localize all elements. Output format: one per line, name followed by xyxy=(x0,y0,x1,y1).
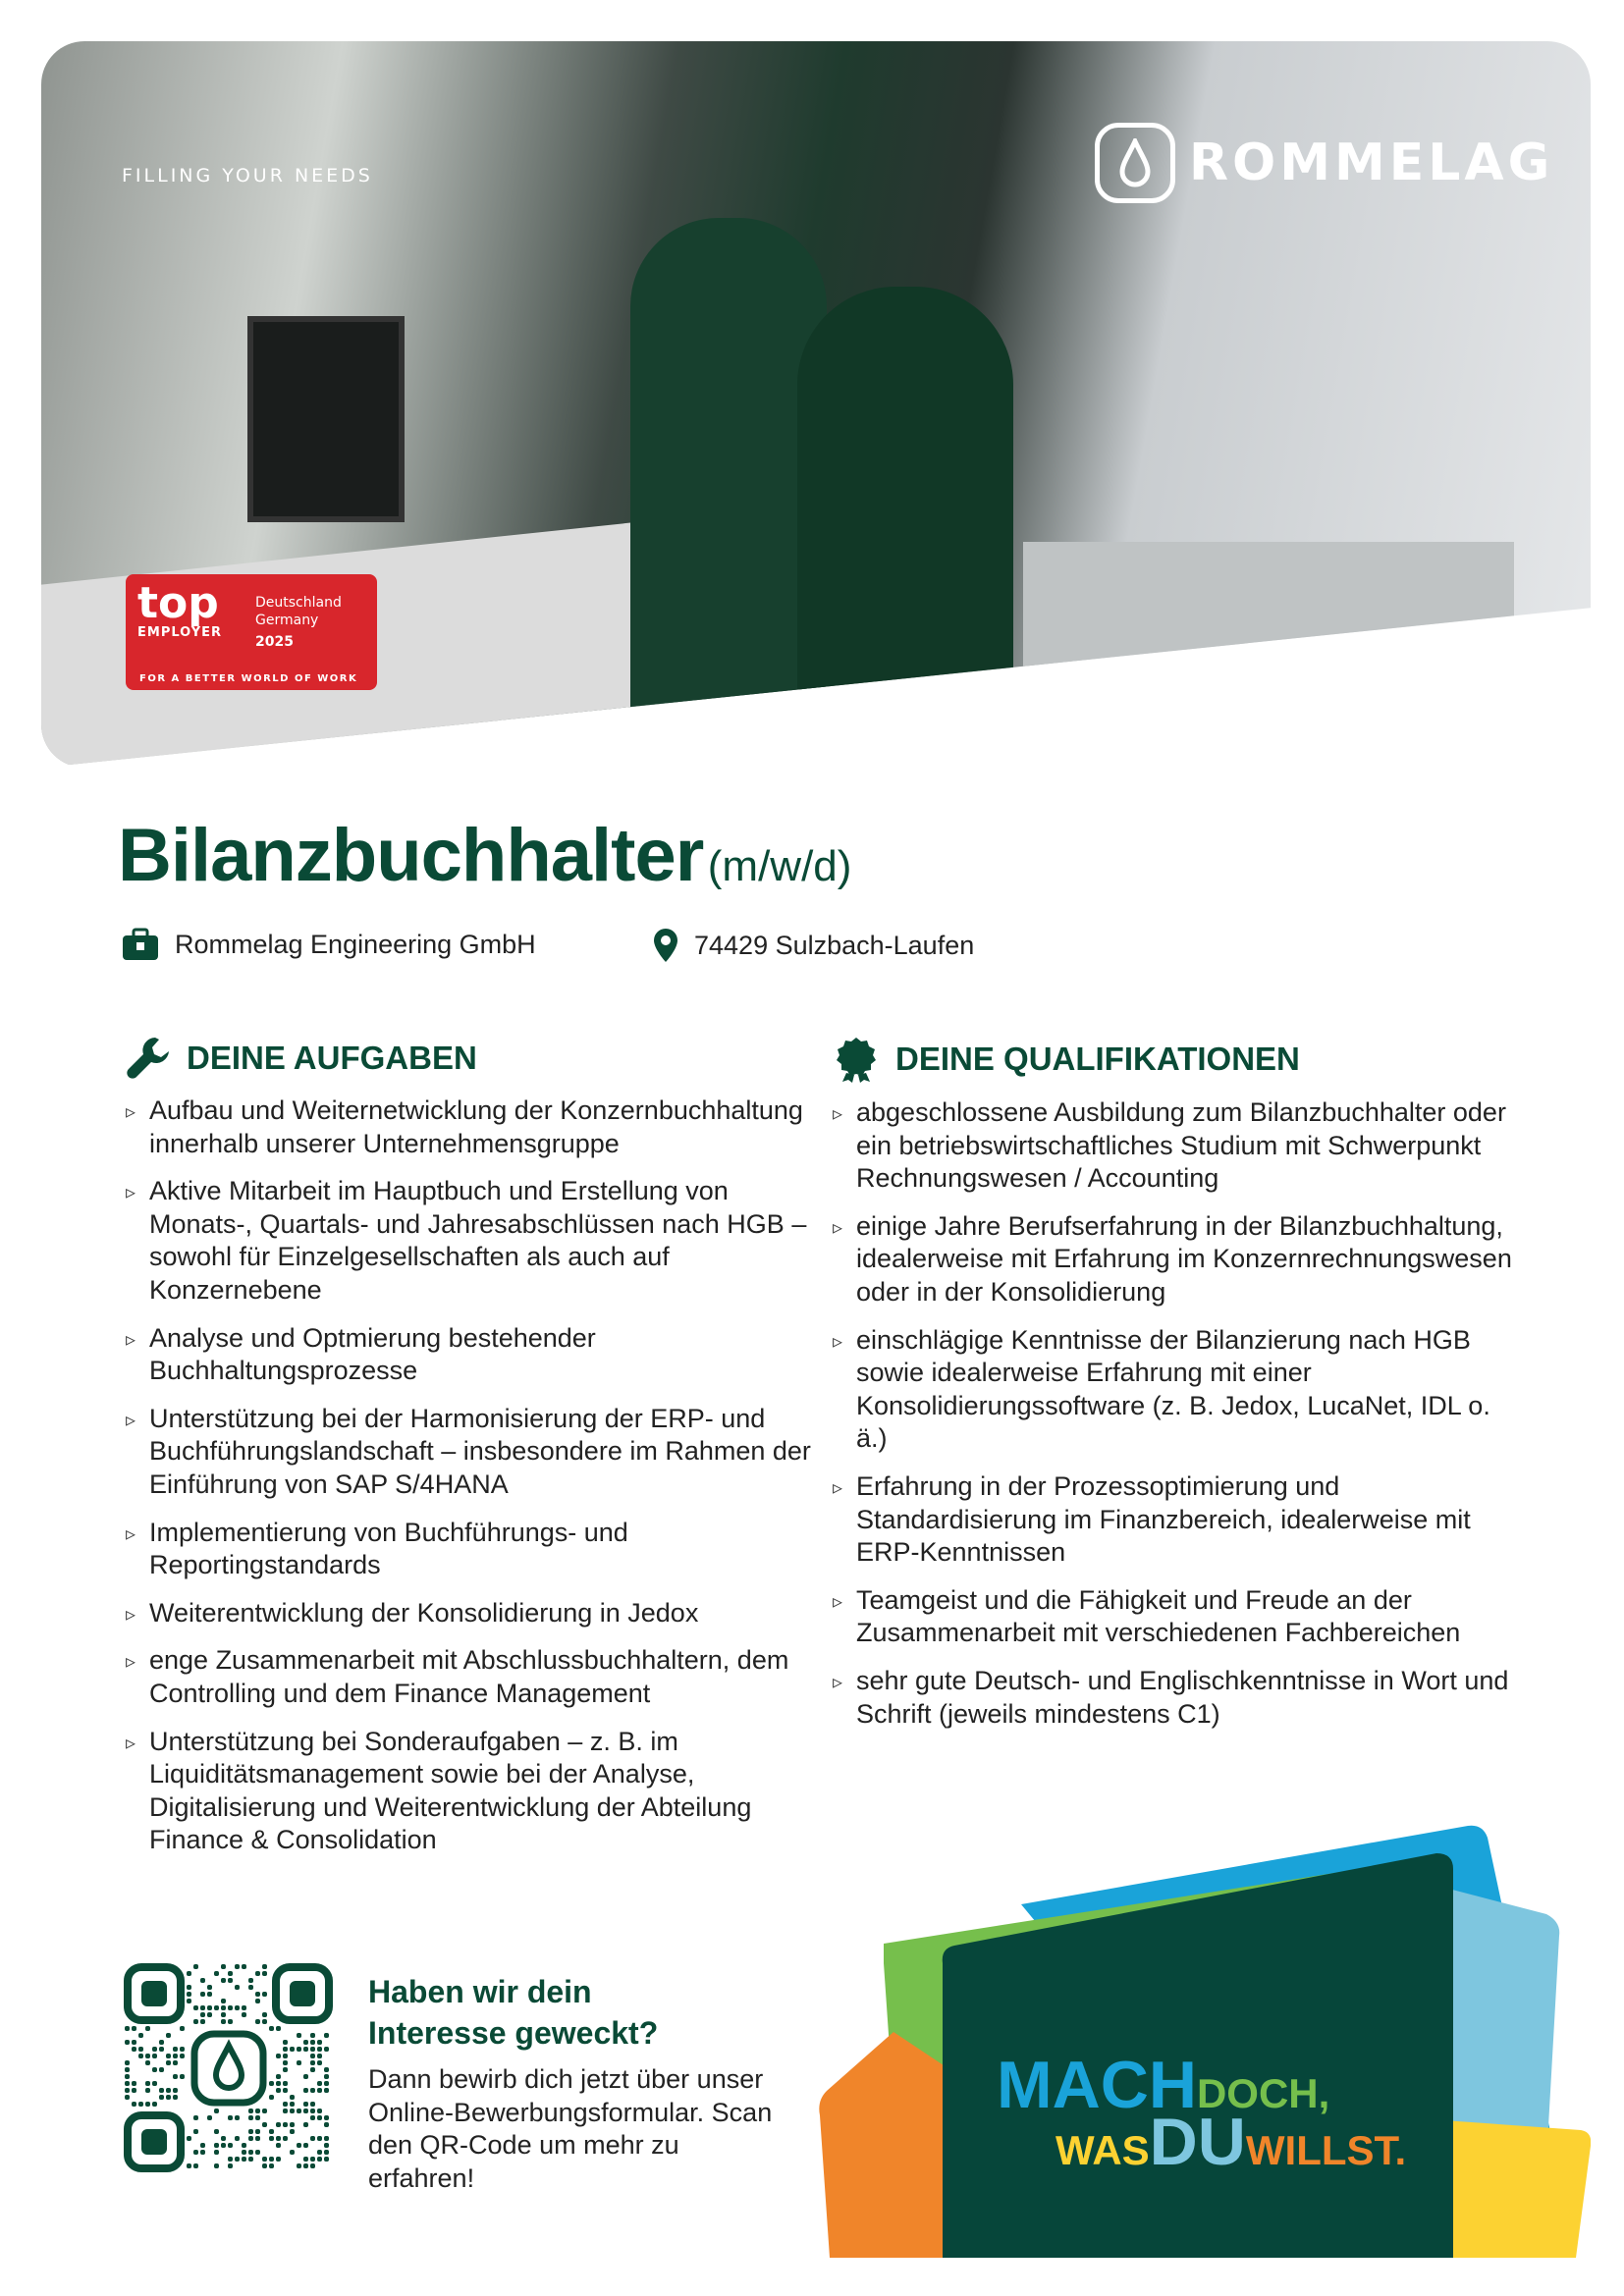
qr-module xyxy=(235,1985,240,1990)
qr-module xyxy=(141,2129,167,2155)
qr-module xyxy=(290,2047,295,2052)
qr-module xyxy=(290,2150,295,2155)
qr-module xyxy=(132,2040,136,2045)
qr-module xyxy=(262,2122,267,2127)
qr-module xyxy=(228,1971,233,1976)
badge-footer: FOR A BETTER WORLD OF WORK xyxy=(139,673,358,684)
qr-module xyxy=(180,2054,185,2058)
qr-module xyxy=(187,1992,191,1997)
qr-module xyxy=(324,2115,329,2120)
qr-module xyxy=(310,2157,315,2162)
qr-module xyxy=(221,2136,226,2141)
company-name: Rommelag Engineering GmbH xyxy=(175,929,536,959)
qr-module xyxy=(145,2102,150,2107)
slogan-doch: DOCH, xyxy=(1196,2070,1330,2116)
qr-module xyxy=(228,2005,233,2010)
qr-module xyxy=(242,2157,246,2162)
qr-module xyxy=(242,2143,246,2148)
qr-module xyxy=(283,2136,288,2141)
qr-module xyxy=(207,1985,212,1990)
qr-module xyxy=(283,2081,288,2086)
list-item: ▹ Unterstützung bei der Harmonisierung der ERP- und Buchführungslandschaft – insbesondere im Rahmen der Einführung von SAP S/4HANA xyxy=(126,1403,813,1502)
company-info xyxy=(122,928,536,961)
badge-country-de: Deutschland xyxy=(255,595,342,611)
cta-body: Dann bewirb dich jetzt über unser Online-Bewerbungsformular. Scan den QR-Code um mehr zu erfahren! xyxy=(368,2064,773,2193)
qr-module xyxy=(235,2136,240,2141)
qr-module xyxy=(303,2047,308,2052)
qr-module xyxy=(214,1971,219,1976)
qr-module xyxy=(214,2109,219,2113)
qr-module xyxy=(214,2163,219,2168)
list-item: ▹ einschlägige Kenntnisse der Bilanzierung nach HGB sowie idealerweise Erfahrung mit einer Konsolidierungssoftware (z. B. Jedox, LucaNet, IDL o. ä.) xyxy=(833,1324,1520,1456)
qr-module xyxy=(159,2040,164,2045)
qr-module xyxy=(173,2088,178,2093)
qualifications-section xyxy=(833,1036,1520,1745)
qr-module xyxy=(297,2163,301,2168)
briefcase-icon xyxy=(122,928,159,961)
slogan-willst: WILLST. xyxy=(1245,2127,1407,2173)
slogan xyxy=(997,2047,1407,2200)
qr-module xyxy=(303,2074,308,2079)
qr-code[interactable] xyxy=(124,1963,334,2173)
qr-module xyxy=(214,2129,219,2134)
tasks-section xyxy=(126,1036,813,1872)
qr-module xyxy=(214,2150,219,2155)
qr-module xyxy=(324,2033,329,2038)
qr-module xyxy=(269,2026,274,2031)
qr-module xyxy=(141,1981,167,2006)
qr-module xyxy=(214,2143,219,2148)
qr-module xyxy=(324,2067,329,2072)
qr-module xyxy=(324,2157,329,2162)
qr-module xyxy=(125,2060,130,2065)
qr-module xyxy=(138,2033,143,2038)
qr-module xyxy=(138,2102,143,2107)
qr-module xyxy=(283,2054,288,2058)
qr-module xyxy=(228,2115,233,2120)
qr-module xyxy=(255,2115,260,2120)
qr-module xyxy=(132,2088,136,2093)
qr-module xyxy=(242,2012,246,2017)
qr-module xyxy=(235,2157,240,2162)
qr-module xyxy=(248,2157,253,2162)
qr-module xyxy=(269,2163,274,2168)
qr-module xyxy=(152,2047,157,2052)
award-icon xyxy=(833,1036,880,1083)
qr-module xyxy=(228,2157,233,2162)
qr-module xyxy=(145,2088,150,2093)
qr-module xyxy=(248,2115,253,2120)
rommelag-logo xyxy=(1095,123,1553,203)
qr-module xyxy=(166,2095,171,2100)
qr-module xyxy=(159,2067,164,2072)
qr-module xyxy=(290,2102,295,2107)
qr-module xyxy=(317,2060,322,2065)
list-item: ▹ Implementierung von Buchführungs- und Reportingstandards xyxy=(126,1517,813,1582)
logo-text: ROMMELAG xyxy=(1189,133,1554,192)
qr-module xyxy=(145,2054,150,2058)
qr-module xyxy=(221,1978,226,1983)
list-item: ▹ Weiterentwicklung der Konsolidierung in Jedox xyxy=(126,1597,813,1630)
qr-module xyxy=(310,2109,315,2113)
qr-module xyxy=(145,2060,150,2065)
badge-country-en: Germany xyxy=(255,613,319,628)
list-item: ▹ Analyse und Optmierung bestehender Buchhaltungsprozesse xyxy=(126,1322,813,1388)
qr-module xyxy=(255,2150,260,2155)
qr-module xyxy=(255,2019,260,2024)
qr-module xyxy=(235,2115,240,2120)
qr-module xyxy=(125,2074,130,2079)
map-pin-icon xyxy=(653,928,678,963)
card-yellow xyxy=(1434,2120,1591,2258)
qr-module xyxy=(255,1971,260,1976)
qr-module xyxy=(290,2109,295,2113)
qr-module xyxy=(125,2088,130,2093)
qr-module xyxy=(317,2157,322,2162)
qr-module xyxy=(180,2047,185,2052)
qr-module xyxy=(290,2129,295,2134)
qr-module xyxy=(324,2143,329,2148)
qr-module xyxy=(152,2102,157,2107)
qr-module xyxy=(290,2122,295,2127)
qr-module xyxy=(310,2054,315,2058)
qr-module xyxy=(290,2095,295,2100)
qr-module xyxy=(173,2054,178,2058)
qr-module xyxy=(283,2060,288,2065)
qr-module xyxy=(310,2136,315,2141)
qr-module xyxy=(248,1978,253,1983)
qr-module xyxy=(310,2047,315,2052)
qr-module xyxy=(324,2122,329,2127)
qr-module xyxy=(297,2033,301,2038)
list-item: ▹ sehr gute Deutsch- und Englischkenntnisse in Wort und Schrift (jeweils mindestens C1) xyxy=(833,1665,1520,1731)
qr-module xyxy=(297,2060,301,2065)
qualifications-heading: DEINE QUALIFIKATIONEN xyxy=(895,1041,1300,1077)
qr-module xyxy=(173,2047,178,2052)
qr-module xyxy=(283,2102,288,2107)
qr-module xyxy=(145,2026,150,2031)
qr-module xyxy=(207,2012,212,2017)
qr-module xyxy=(207,1992,212,1997)
person xyxy=(797,287,1013,758)
qr-module xyxy=(310,2033,315,2038)
list-item: ▹ Aufbau und Weiternetwicklung der Konzernbuchhaltung innerhalb unserer Unternehmensgruppe xyxy=(126,1095,813,1160)
monitor xyxy=(247,316,405,522)
qr-module xyxy=(145,2081,150,2086)
qr-module xyxy=(214,2005,219,2010)
location-text: 74429 Sulzbach-Laufen xyxy=(694,930,975,960)
job-title xyxy=(118,813,851,898)
qr-module xyxy=(303,2040,308,2045)
qr-module xyxy=(159,2088,164,2093)
qr-module xyxy=(248,2129,253,2134)
qr-module xyxy=(125,2026,130,2031)
qr-module xyxy=(152,2054,157,2058)
qr-module xyxy=(303,2088,308,2093)
qr-module xyxy=(173,2095,178,2100)
qr-module xyxy=(228,1978,233,1983)
qr-module xyxy=(303,2143,308,2148)
qr-module xyxy=(303,2122,308,2127)
qr-module xyxy=(283,2088,288,2093)
qr-module xyxy=(276,2136,281,2141)
qr-module xyxy=(276,2088,281,2093)
qr-module xyxy=(276,2143,281,2148)
qr-module xyxy=(221,2005,226,2010)
qr-module xyxy=(269,2157,274,2162)
qr-module xyxy=(228,2143,233,2148)
list-item: ▹ enge Zusammenarbeit mit Abschlussbuchhaltern, dem Controlling und dem Finance Management xyxy=(126,1644,813,1710)
qr-module xyxy=(324,2136,329,2141)
qr-module xyxy=(262,2157,267,2162)
qr-module xyxy=(228,2163,233,2168)
qr-module xyxy=(310,2067,315,2072)
qr-module xyxy=(269,2129,274,2134)
list-item: ▹ einige Jahre Berufserfahrung in der Bilanzbuchhaltung, idealerweise mit Erfahrung im Konzernrechnungswesen oder in der Konsolidierung xyxy=(833,1210,1520,1309)
qr-module xyxy=(200,2019,205,2024)
qr-module xyxy=(242,2150,246,2155)
qr-module xyxy=(216,2046,242,2088)
qr-module xyxy=(324,2150,329,2155)
qr-module xyxy=(248,1985,253,1990)
qr-module xyxy=(324,2088,329,2093)
qr-module xyxy=(207,2115,212,2120)
qr-module xyxy=(221,2143,226,2148)
cta-heading-2: Interesse geweckt? xyxy=(368,2015,659,2051)
qr-module xyxy=(235,2005,240,2010)
location-info xyxy=(653,928,974,963)
qr-module xyxy=(228,2019,233,2024)
qr-module xyxy=(262,1964,267,1969)
qr-module xyxy=(125,2081,130,2086)
qr-module xyxy=(317,2109,322,2113)
qr-module xyxy=(200,1992,205,1997)
qr-module xyxy=(317,2150,322,2155)
tagline: FILLING YOUR NEEDS xyxy=(122,165,373,187)
qr-module xyxy=(187,1985,191,1990)
qr-module xyxy=(193,2019,198,2024)
qr-module xyxy=(248,2109,253,2113)
qr-module xyxy=(193,2150,198,2155)
qr-module xyxy=(132,2026,136,2031)
qr-module xyxy=(303,2163,308,2168)
wrench-icon xyxy=(126,1036,171,1081)
qr-module xyxy=(152,2081,157,2086)
badge-year: 2025 xyxy=(255,634,294,650)
qr-module xyxy=(193,2129,198,2134)
qr-module xyxy=(221,2019,226,2024)
qr-module xyxy=(193,1964,198,1969)
qr-module xyxy=(180,2074,185,2079)
qr-module xyxy=(193,2115,198,2120)
application-cta xyxy=(368,1971,781,2195)
qr-module xyxy=(303,2102,308,2107)
qr-module xyxy=(276,2081,281,2086)
cabinet xyxy=(1023,542,1514,669)
qr-module xyxy=(255,1992,260,1997)
qr-module xyxy=(248,2150,253,2155)
qr-module xyxy=(138,2054,143,2058)
qr-module xyxy=(269,2136,274,2141)
slogan-du: DU xyxy=(1149,2105,1246,2179)
qr-module xyxy=(132,2081,136,2086)
qr-module xyxy=(132,2102,136,2107)
gender-suffix: (m/w/d) xyxy=(707,842,852,890)
job-title-text: Bilanzbuchhalter xyxy=(118,814,704,897)
qr-module xyxy=(290,1981,315,2006)
qr-module xyxy=(262,2109,267,2113)
qr-module xyxy=(173,2060,178,2065)
qr-module xyxy=(152,2067,157,2072)
badge-employer: EMPLOYER xyxy=(137,625,223,640)
qr-module xyxy=(138,2047,143,2052)
qr-module xyxy=(317,2047,322,2052)
qr-module xyxy=(207,2005,212,2010)
slogan-was: WAS xyxy=(1056,2127,1150,2173)
qr-module xyxy=(255,2109,260,2113)
qr-module xyxy=(248,2136,253,2141)
qr-module xyxy=(324,2047,329,2052)
qr-module xyxy=(317,2054,322,2058)
qr-module xyxy=(166,2088,171,2093)
badge-top: top xyxy=(137,578,219,628)
qr-module xyxy=(125,2040,130,2045)
qr-module xyxy=(221,2012,226,2017)
qr-module xyxy=(187,1999,191,2003)
qr-module xyxy=(180,2026,185,2031)
qr-module xyxy=(324,2074,329,2079)
qr-module xyxy=(310,2102,315,2107)
qr-module xyxy=(262,1971,267,1976)
qr-module xyxy=(166,2033,171,2038)
qr-module xyxy=(159,2095,164,2100)
qr-module xyxy=(242,2005,246,2010)
qr-module xyxy=(269,2081,274,2086)
qr-module xyxy=(297,2047,301,2052)
tasks-heading: DEINE AUFGABEN xyxy=(187,1040,477,1076)
qr-module xyxy=(283,2040,288,2045)
qr-module xyxy=(200,2150,205,2155)
qr-module xyxy=(276,2122,281,2127)
qr-module xyxy=(242,1964,246,1969)
qr-module xyxy=(317,2136,322,2141)
qr-module xyxy=(200,2143,205,2148)
qr-module xyxy=(262,1992,267,1997)
qr-module xyxy=(125,2095,130,2100)
qr-module xyxy=(283,2067,288,2072)
qr-module xyxy=(276,2054,281,2058)
qr-module xyxy=(262,2012,267,2017)
qr-module xyxy=(193,2163,198,2168)
qr-module xyxy=(262,2019,267,2024)
qr-module xyxy=(187,1971,191,1976)
qr-module xyxy=(159,2047,164,2052)
qr-module xyxy=(317,2088,322,2093)
list-item: ▹ Aktive Mitarbeit im Hauptbuch und Erstellung von Monats-, Quartals- und Jahresabschlüssen nach HGB – sowohl für Einzelgesellschaften als auch auf Konzernebene xyxy=(126,1175,813,1307)
qr-module xyxy=(255,2136,260,2141)
qr-module xyxy=(297,2109,301,2113)
top-employer-badge xyxy=(126,574,377,690)
qr-module xyxy=(221,1999,226,2003)
qr-module xyxy=(303,2157,308,2162)
qr-module xyxy=(297,2143,301,2148)
qr-module xyxy=(187,2136,191,2141)
list-item: ▹ Unterstützung bei Sonderaufgaben – z. B. im Liquiditätsmanagement sowie bei der Analyse, Digitalisierung und Weiterentwicklung der Abteilung Finance & Consolidation xyxy=(126,1726,813,1857)
list-item: ▹ Erfahrung in der Prozessoptimierung und Standardisierung im Finanzbereich, idealerweise mit ERP-Kenntnissen xyxy=(833,1470,1520,1570)
qr-module xyxy=(283,2122,288,2127)
qr-module xyxy=(310,2040,315,2045)
qr-module xyxy=(166,2054,171,2058)
list-item: ▹ Teamgeist und die Fähigkeit und Freude an der Zusammenarbeit mit verschiedenen Fachbereichen xyxy=(833,1584,1520,1650)
qr-module xyxy=(283,2109,288,2113)
qr-module xyxy=(303,2109,308,2113)
qr-module xyxy=(283,2047,288,2052)
drop-icon xyxy=(1095,123,1175,203)
qr-module xyxy=(200,1978,205,1983)
qr-module xyxy=(187,2163,191,2168)
qr-module xyxy=(166,2060,171,2065)
list-item: ▹ abgeschlossene Ausbildung zum Bilanzbuchhalter oder ein betriebswirtschaftliches Studium mit Schwerpunkt Rechnungswesen / Accounting xyxy=(833,1096,1520,1196)
qr-module xyxy=(276,2157,281,2162)
qr-module xyxy=(125,2067,130,2072)
qr-module xyxy=(235,1964,240,1969)
qr-module xyxy=(310,2163,315,2168)
qr-module xyxy=(200,2005,205,2010)
qr-module xyxy=(173,2074,178,2079)
cta-heading-1: Haben wir dein xyxy=(368,1974,592,2009)
qr-module xyxy=(200,2012,205,2017)
qr-module xyxy=(310,2060,315,2065)
slogan-mach: MACH xyxy=(997,2048,1197,2122)
qr-module xyxy=(276,2026,281,2031)
qr-module xyxy=(221,1964,226,1969)
qr-module xyxy=(310,2115,315,2120)
qr-module xyxy=(310,2088,315,2093)
qr-module xyxy=(132,2047,136,2052)
qr-module xyxy=(255,2129,260,2134)
qr-module xyxy=(193,2005,198,2010)
qr-module xyxy=(269,2095,274,2100)
qr-module xyxy=(317,2040,322,2045)
qr-module xyxy=(262,2163,267,2168)
qr-module xyxy=(317,2081,322,2086)
qr-module xyxy=(255,1999,260,2003)
qr-module xyxy=(276,2074,281,2079)
qr-module xyxy=(324,2081,329,2086)
qr-module xyxy=(317,2115,322,2120)
